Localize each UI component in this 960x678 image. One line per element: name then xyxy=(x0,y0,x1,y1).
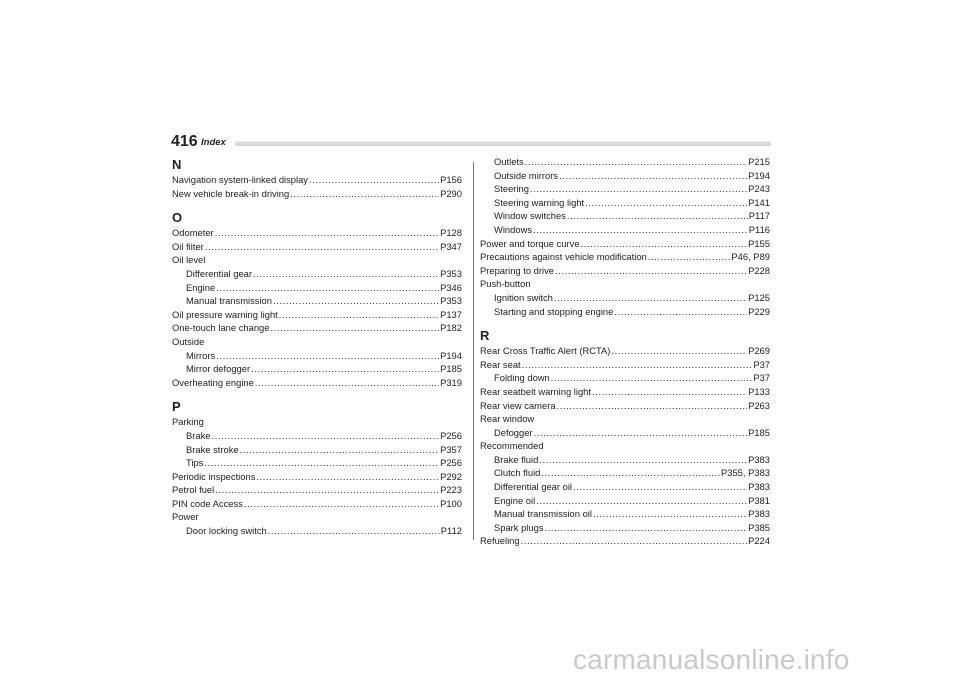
header-rule xyxy=(235,141,771,146)
index-entry xyxy=(172,308,462,322)
entry-page-reference[interactable]: P353 xyxy=(440,267,462,279)
index-subentry xyxy=(172,429,462,443)
entry-page-reference[interactable]: P125 xyxy=(748,291,770,303)
entry-page-reference[interactable]: P133 xyxy=(748,385,770,397)
entry-page-reference[interactable]: P228 xyxy=(748,264,770,276)
page-number: 416 xyxy=(171,133,198,150)
entry-page-reference[interactable]: P223 xyxy=(440,484,462,496)
dot-leader xyxy=(614,305,747,319)
dot-leader xyxy=(545,521,748,535)
dot-leader xyxy=(541,466,720,480)
dot-leader xyxy=(534,426,748,440)
dot-leader xyxy=(216,349,439,363)
entry-page-reference[interactable]: P347 xyxy=(440,240,462,252)
entry-term: Overheating engine xyxy=(172,376,254,388)
index-subentry xyxy=(480,209,770,223)
dot-leader xyxy=(530,182,747,196)
entry-page-reference[interactable]: P128 xyxy=(440,227,462,239)
entry-page-reference[interactable]: P383 xyxy=(748,508,770,520)
index-subentry xyxy=(172,267,462,281)
entry-term: PIN code Access xyxy=(172,497,243,509)
dot-leader xyxy=(253,267,439,281)
index-entry xyxy=(480,264,770,278)
index-subentry xyxy=(480,305,770,319)
dot-leader xyxy=(559,169,747,183)
entry-page-reference[interactable]: P185 xyxy=(748,426,770,438)
dot-leader xyxy=(521,534,747,548)
index-letter-heading: R xyxy=(480,328,490,344)
entry-page-reference[interactable]: P381 xyxy=(748,494,770,506)
entry-term: Folding down xyxy=(494,372,550,384)
index-entry xyxy=(480,385,770,399)
dot-leader xyxy=(309,173,439,187)
index-subentry xyxy=(480,291,770,305)
dot-leader xyxy=(251,362,439,376)
index-subentry xyxy=(172,349,462,363)
dot-leader xyxy=(522,358,753,372)
dot-leader xyxy=(551,371,753,385)
entry-page-reference[interactable]: P182 xyxy=(440,322,462,334)
entry-page-reference[interactable]: P357 xyxy=(440,443,462,455)
entry-term: Oil pressure warning light xyxy=(172,308,278,320)
entry-page-reference[interactable]: P100 xyxy=(440,497,462,509)
entry-page-reference[interactable]: P117 xyxy=(748,210,770,222)
dot-leader xyxy=(567,209,748,223)
index-entry-group xyxy=(480,412,770,426)
entry-term: Brake stroke xyxy=(186,443,239,455)
page-header xyxy=(171,133,771,151)
entry-page-reference[interactable]: P37 xyxy=(753,358,770,370)
index-subentry xyxy=(172,362,462,376)
index-entry xyxy=(480,534,770,548)
dot-leader xyxy=(240,443,439,457)
index-subentry xyxy=(480,453,770,467)
entry-term: Mirror defogger xyxy=(186,363,251,375)
index-subentry xyxy=(172,281,462,295)
entry-page-reference[interactable]: P353 xyxy=(440,295,462,307)
index-subentry xyxy=(172,524,462,538)
entry-term: Power and torque curve xyxy=(480,237,580,249)
entry-term: Petrol fuel xyxy=(172,484,215,496)
index-entry xyxy=(172,376,462,390)
dot-leader xyxy=(592,385,747,399)
entry-page-reference[interactable]: P215 xyxy=(748,156,770,167)
index-letter-heading: O xyxy=(172,210,183,226)
entry-page-reference[interactable]: P229 xyxy=(748,305,770,317)
index-subentry xyxy=(480,521,770,535)
entry-page-reference[interactable]: P46, P89 xyxy=(731,251,770,263)
index-entry-group xyxy=(172,415,462,429)
dot-leader xyxy=(215,226,439,240)
index-entry xyxy=(480,399,770,413)
index-column-right xyxy=(480,155,770,548)
entry-term: Parking xyxy=(172,416,204,428)
index-letter-heading: P xyxy=(172,399,181,415)
entry-term: Outside mirrors xyxy=(494,169,559,181)
index-subentry xyxy=(480,196,770,210)
dot-leader xyxy=(205,240,439,254)
index-subentry xyxy=(480,426,770,440)
entry-page-reference[interactable]: P155 xyxy=(748,237,770,249)
index-entry xyxy=(172,173,462,187)
entry-page-reference[interactable]: P116 xyxy=(748,223,770,235)
dot-leader xyxy=(557,399,748,413)
entry-page-reference[interactable]: P355, P383 xyxy=(721,467,770,479)
dot-leader xyxy=(290,187,439,201)
dot-leader xyxy=(216,281,439,295)
watermark-text[interactable]: carmanualsonline.info xyxy=(573,644,850,675)
entry-page-reference[interactable]: P383 xyxy=(748,481,770,493)
entry-term: Rear view camera xyxy=(480,399,556,411)
entry-page-reference[interactable]: P112 xyxy=(440,525,462,537)
entry-page-reference[interactable]: P194 xyxy=(440,349,462,361)
dot-leader xyxy=(536,494,747,508)
entry-page-reference[interactable]: P290 xyxy=(440,187,462,199)
entry-page-reference[interactable]: P137 xyxy=(440,308,462,320)
index-subentry xyxy=(480,494,770,508)
entry-term: Navigation system-linked display xyxy=(172,174,308,185)
entry-page-reference[interactable]: P383 xyxy=(748,453,770,465)
index-entry-group xyxy=(172,510,462,524)
dot-leader xyxy=(648,250,731,264)
entry-page-reference[interactable]: P37 xyxy=(753,372,770,384)
dot-leader xyxy=(204,456,439,470)
entry-page-reference[interactable]: P269 xyxy=(748,345,770,357)
entry-term: Rear Cross Traffic Alert (RCTA) xyxy=(480,345,611,357)
index-subentry xyxy=(480,169,770,183)
entry-page-reference[interactable]: P256 xyxy=(440,429,462,441)
dot-leader xyxy=(270,321,439,335)
entry-term: Precautions against vehicle modification xyxy=(480,251,647,263)
entry-term: Ignition switch xyxy=(494,291,553,303)
dot-leader xyxy=(255,376,439,390)
entry-term: Manual transmission xyxy=(186,295,272,307)
index-entry xyxy=(172,321,462,335)
index-subentry xyxy=(172,443,462,457)
entry-page-reference[interactable]: P141 xyxy=(748,196,770,208)
entry-page-reference[interactable]: P385 xyxy=(748,521,770,533)
entry-term: Engine oil xyxy=(494,494,536,506)
index-entry-group xyxy=(172,335,462,349)
entry-page-reference[interactable]: P346 xyxy=(440,281,462,293)
index-subentry xyxy=(480,466,770,480)
entry-term: Brake xyxy=(186,429,211,441)
entry-term: Tips xyxy=(186,457,204,469)
index-entry-group xyxy=(480,439,770,453)
entry-page-reference[interactable]: P156 xyxy=(440,174,462,185)
dot-leader xyxy=(256,470,439,484)
index-entry xyxy=(480,358,770,372)
entry-term: Refueling xyxy=(480,535,520,547)
entry-term: Starting and stopping engine xyxy=(494,305,614,317)
index-subentry xyxy=(480,507,770,521)
entry-term: Preparing to drive xyxy=(480,264,554,276)
dot-leader xyxy=(215,483,439,497)
entry-term: Push-button xyxy=(480,278,531,290)
column-divider xyxy=(473,162,474,540)
index-entry xyxy=(172,226,462,240)
entry-term: Periodic inspections xyxy=(172,470,256,482)
entry-term: Rear window xyxy=(480,413,535,425)
entry-term: Odometer xyxy=(172,227,214,239)
index-subentry xyxy=(480,480,770,494)
index-entry xyxy=(172,483,462,497)
entry-term: Steering warning light xyxy=(494,196,585,208)
entry-term: Power xyxy=(172,511,199,523)
dot-leader xyxy=(611,344,747,358)
entry-page-reference[interactable]: P243 xyxy=(748,183,770,195)
entry-term: Outside xyxy=(172,335,205,347)
entry-page-reference[interactable]: P292 xyxy=(440,470,462,482)
dot-leader xyxy=(279,308,439,322)
entry-term: Mirrors xyxy=(186,349,216,361)
entry-term: Oil level xyxy=(172,254,206,266)
section-title: Index xyxy=(201,137,226,148)
entry-term: Window switches xyxy=(494,210,566,222)
entry-term: Brake fluid xyxy=(494,453,539,465)
dot-leader xyxy=(585,196,747,210)
dot-leader xyxy=(554,291,747,305)
index-subentry xyxy=(480,182,770,196)
entry-term: Manual transmission oil xyxy=(494,508,592,520)
entry-term: Outlets xyxy=(494,156,524,167)
index-subentry xyxy=(172,294,462,308)
dot-leader xyxy=(539,453,747,467)
index-entry xyxy=(480,237,770,251)
index-letter-heading: N xyxy=(172,157,182,172)
entry-term: Differential gear xyxy=(186,267,253,279)
index-subentry xyxy=(480,371,770,385)
entry-term: Recommended xyxy=(480,440,544,452)
entry-term: Defogger xyxy=(494,426,533,438)
index-entry xyxy=(172,497,462,511)
dot-leader xyxy=(555,264,747,278)
entry-term: Oil filter xyxy=(172,240,204,252)
entry-page-reference[interactable]: P224 xyxy=(748,535,770,547)
index-entry-group xyxy=(480,277,770,291)
index-entry xyxy=(172,240,462,254)
dot-leader xyxy=(533,223,748,237)
entry-term: Clutch fluid xyxy=(494,467,541,479)
entry-term: Differential gear oil xyxy=(494,481,572,493)
entry-term: Windows xyxy=(494,223,533,235)
dot-leader xyxy=(593,507,747,521)
index-subentry xyxy=(480,223,770,237)
dot-leader xyxy=(244,497,439,511)
entry-term: Steering xyxy=(494,183,529,195)
index-subentry xyxy=(172,456,462,470)
index-entry xyxy=(480,250,770,264)
dot-leader xyxy=(268,524,440,538)
entry-term: Rear seat xyxy=(480,358,521,370)
entry-page-reference[interactable]: P256 xyxy=(440,457,462,469)
index-subentry xyxy=(480,155,770,169)
entry-term: Rear seatbelt warning light xyxy=(480,385,591,397)
entry-term: Door locking switch xyxy=(186,525,267,537)
entry-term: New vehicle break-in driving xyxy=(172,187,290,199)
index-column-left xyxy=(172,155,462,538)
index-entry xyxy=(480,344,770,358)
entry-page-reference[interactable]: P185 xyxy=(440,363,462,375)
index-entry xyxy=(172,187,462,201)
entry-page-reference[interactable]: P319 xyxy=(440,376,462,388)
entry-page-reference[interactable]: P194 xyxy=(748,169,770,181)
dot-leader xyxy=(273,294,439,308)
entry-term: One-touch lane change xyxy=(172,322,270,334)
index-entry xyxy=(172,470,462,484)
index-entry-group xyxy=(172,253,462,267)
dot-leader xyxy=(581,237,748,251)
dot-leader xyxy=(573,480,747,494)
entry-term: Spark plugs xyxy=(494,521,544,533)
entry-term: Engine xyxy=(186,281,216,293)
dot-leader xyxy=(525,155,747,169)
dot-leader xyxy=(212,429,440,443)
entry-page-reference[interactable]: P263 xyxy=(748,399,770,411)
